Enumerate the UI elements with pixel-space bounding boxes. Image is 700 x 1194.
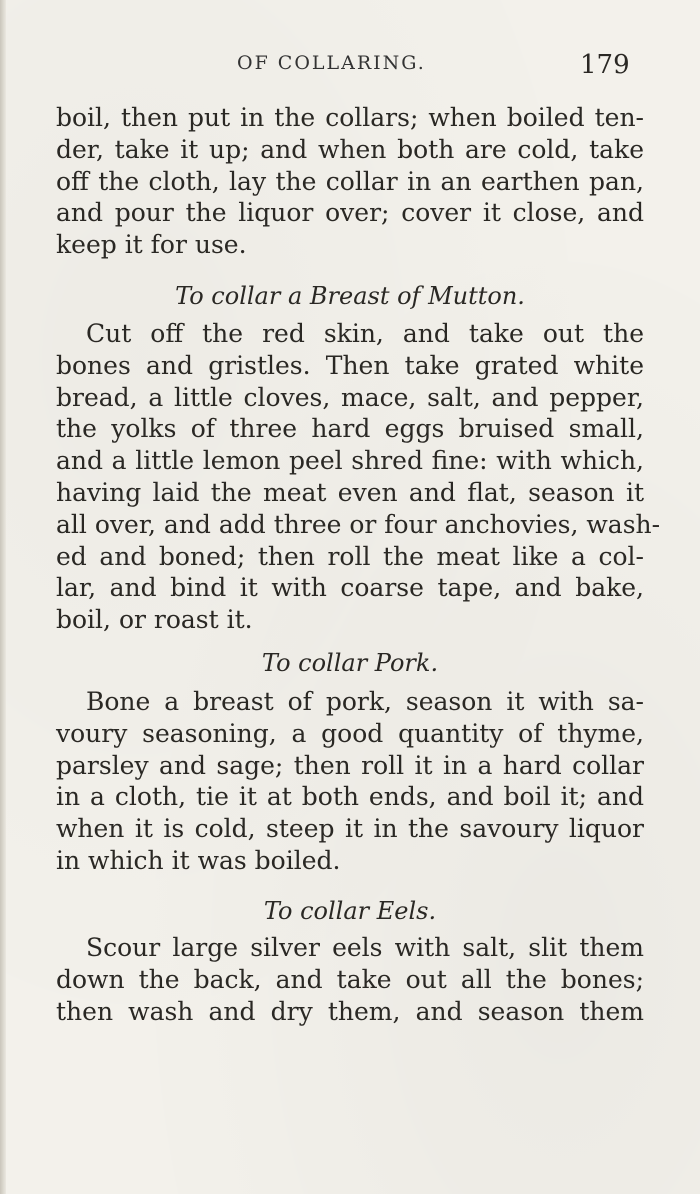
text-line: bones and gristles. Then take grated white [56,350,644,380]
text-line: when it is cold, steep it in the savoury liquor [56,814,644,844]
recipe-heading-pork: To collar Pork. [261,649,439,677]
page-number: 179 [580,50,630,80]
text-line: Bone a breast of pork, season it with sa- [86,687,644,716]
running-title: OF COLLARING. [237,52,426,74]
text-line: having laid the meat even and flat, season it [56,477,644,507]
recipe-text-eels [56,932,644,1027]
recipe-heading-breast-of-mutton: To collar a Breast of Mutton. [175,282,525,310]
text-line: all over, and add three or four anchovies, wash- [56,509,661,539]
text-line: parsley and sage; then roll it in a hard collar [56,750,644,780]
text-line: boil, then put in the collars; when boiled ten- [56,103,644,132]
text-line: down the back, and take out all the bones; [56,964,644,994]
text-line: voury seasoning, a good quantity of thyme, [56,718,644,748]
text-line: then wash and dry them, and season them [56,996,644,1026]
text-line: in which it was boiled. [56,845,341,875]
text-line: boil, or roast it. [56,605,253,635]
text-line: der, take it up; and when both are cold, take [56,134,644,164]
text-line: the yolks of three hard eggs bruised small, [56,414,644,444]
recipe-text-pork [56,686,644,877]
text-line: Cut off the red skin, and take out the [86,319,644,348]
running-head [0,50,700,82]
text-line: and a little lemon peel shred fine: with which, [56,446,644,476]
text-line: off the cloth, lay the collar in an earthen pan, [56,166,644,196]
text-line: Scour large silver eels with salt, slit them [86,933,644,962]
text-line: and pour the liquor over; cover it close, and [56,198,644,228]
text-line: keep it for use. [56,230,247,260]
recipe-heading-eels: To collar Eels. [263,897,437,925]
text-line: lar, and bind it with coarse tape, and bake, [56,573,644,603]
paragraph-continuation [56,102,644,261]
page-binding-edge [0,0,6,1194]
text-line: bread, a little cloves, mace, salt, and pepper, [56,382,644,412]
recipe-text-breast-of-mutton [56,318,661,636]
text-line: in a cloth, tie it at both ends, and boil it; and [56,782,644,812]
text-line: ed and boned; then roll the meat like a col- [56,541,644,571]
